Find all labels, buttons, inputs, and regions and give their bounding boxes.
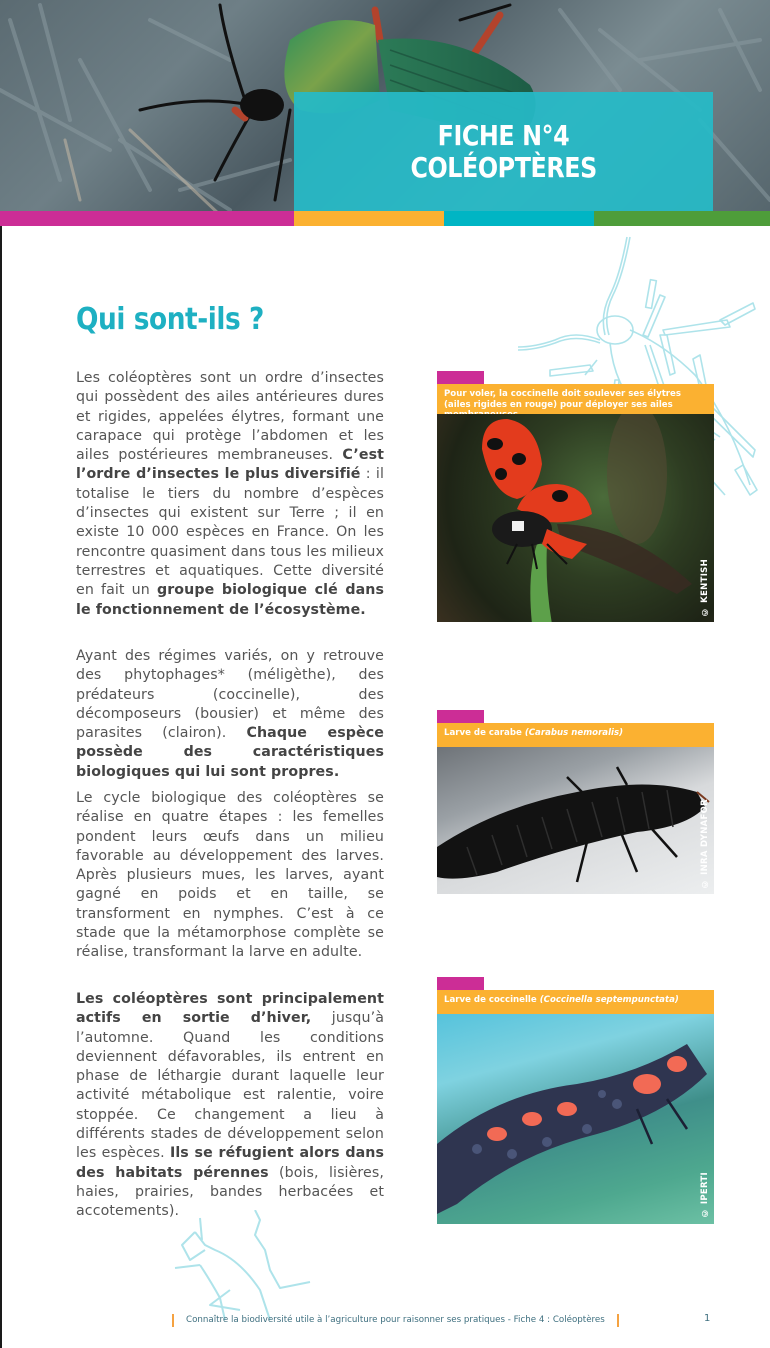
figure-2-image-ground-beetle-larva	[437, 747, 714, 894]
header-photo-ground-beetle	[0, 0, 770, 211]
figure-1-tab	[437, 371, 484, 384]
color-bar-green	[594, 211, 770, 226]
footer-separator-right	[617, 1314, 619, 1327]
body-text: Ayant des régimes variés, on y retrouve des phytophages* (méligèthe), des prédateurs (coccinelle), des décomposeurs (bousier) et même des parasites (clairon).	[76, 648, 384, 742]
larva-illustration	[437, 747, 714, 894]
emphasis-text: groupe biologique clé dans le fonctionnement de l’écosystème.	[76, 582, 385, 618]
figure-2-caption-species: (Carabus nemoralis)	[524, 728, 624, 738]
figure-1-credit: © KENTISH	[700, 558, 710, 616]
emphasis-text: C’est l’ordre d’insectes le plus diversifié	[76, 447, 384, 483]
body-text: jusqu’à l’automne. Quand les conditions deviennent défavorables, ils entrent en phase de léthargie durant laquelle leur activité métabolique est ralentie, voire stoppée. Ce changement a lieu à différents stades de développement selon les espèces.	[76, 1010, 385, 1162]
emphasis-text: Ils se réfugient alors dans des habitats pérennes	[76, 1145, 384, 1181]
figure-3-caption	[437, 990, 714, 1014]
figure-1-caption	[437, 384, 714, 414]
color-bar-cyan	[444, 211, 594, 226]
paragraph-intro	[76, 369, 384, 620]
figure-3-credit: © IPERTI	[700, 1172, 710, 1218]
color-bar-orange	[294, 211, 444, 226]
footer-text: Connaître la biodiversité utile à l’agriculture pour raisonner ses pratiques - Fiche 4 : Coléoptères	[186, 1315, 605, 1325]
page-footer	[172, 1313, 619, 1327]
title-line-2: COLÉOPTÈRES	[410, 150, 597, 184]
body-text: (bois, lisières, haies, prairies, bandes herbacées et accotements).	[76, 1164, 384, 1220]
insect-outline-bottom-decoration-icon	[170, 1210, 320, 1320]
color-bar-magenta	[0, 211, 294, 226]
paragraph-life-cycle	[76, 789, 384, 963]
figure-1-image-ladybird-flying	[437, 414, 714, 622]
section-heading: Qui sont-ils ?	[76, 302, 264, 337]
figure-2-caption-text: Larve de carabe	[444, 728, 525, 738]
body-text: Les coléoptères sont un ordre d’insectes qui possèdent des ailes antérieures dures et rigides, appelées élytres, formant une carapace qui protège l’abdomen et les ailes postérieures membraneuses.	[76, 370, 384, 464]
ladybird-larva-illustration	[437, 1014, 714, 1224]
figure-3-image-ladybird-larva	[437, 1014, 714, 1224]
body-text: Le cycle biologique des coléoptères se réalise en quatre étapes : les femelles pondent leurs œufs dans un milieu favorable au développement des larves. Après plusieurs mues, les larves, ayant gagné en poids et en taille, se transforment en nymphes. C’est à ce stade que la métamorphose complète se réalise, transformant la larve en adulte.	[76, 790, 384, 961]
figure-3-caption-text: Larve de coccinelle	[444, 995, 540, 1005]
emphasis-text: Les coléoptères sont principalement actifs en sortie d’hiver,	[76, 991, 384, 1027]
page-left-edge	[0, 226, 2, 1348]
figure-3-caption-species: (Coccinella septempunctata)	[539, 995, 679, 1005]
page-number: 1	[704, 1313, 711, 1324]
figure-1-caption-text: Pour voler, la coccinelle doit soulever ses élytres (ailes rigides en rouge) pour déployer ses ailes	[444, 389, 681, 410]
title-line-1: FICHE N°4	[437, 118, 570, 152]
figure-2-tab	[437, 710, 484, 723]
paragraph-activity	[76, 990, 384, 1222]
ladybird-illustration	[437, 414, 714, 622]
paragraph-diets	[76, 647, 384, 782]
title-box	[294, 92, 713, 211]
emphasis-text: Chaque espèce possède des caractéristiques biologiques qui lui sont propres.	[76, 725, 384, 780]
figure-3-tab	[437, 977, 484, 990]
figure-2-credit: © INRA DYNAFOR	[700, 798, 710, 888]
figure-2-caption	[437, 723, 714, 747]
body-text: : il totalise le tiers du nombre d’espèces d’insectes qui existent sur Terre ; il en existe 10 000 espèces en France. On les rencontre quasiment dans tous les milieux terrestres et aquatiques. Cette diversité en fait un	[76, 466, 384, 599]
